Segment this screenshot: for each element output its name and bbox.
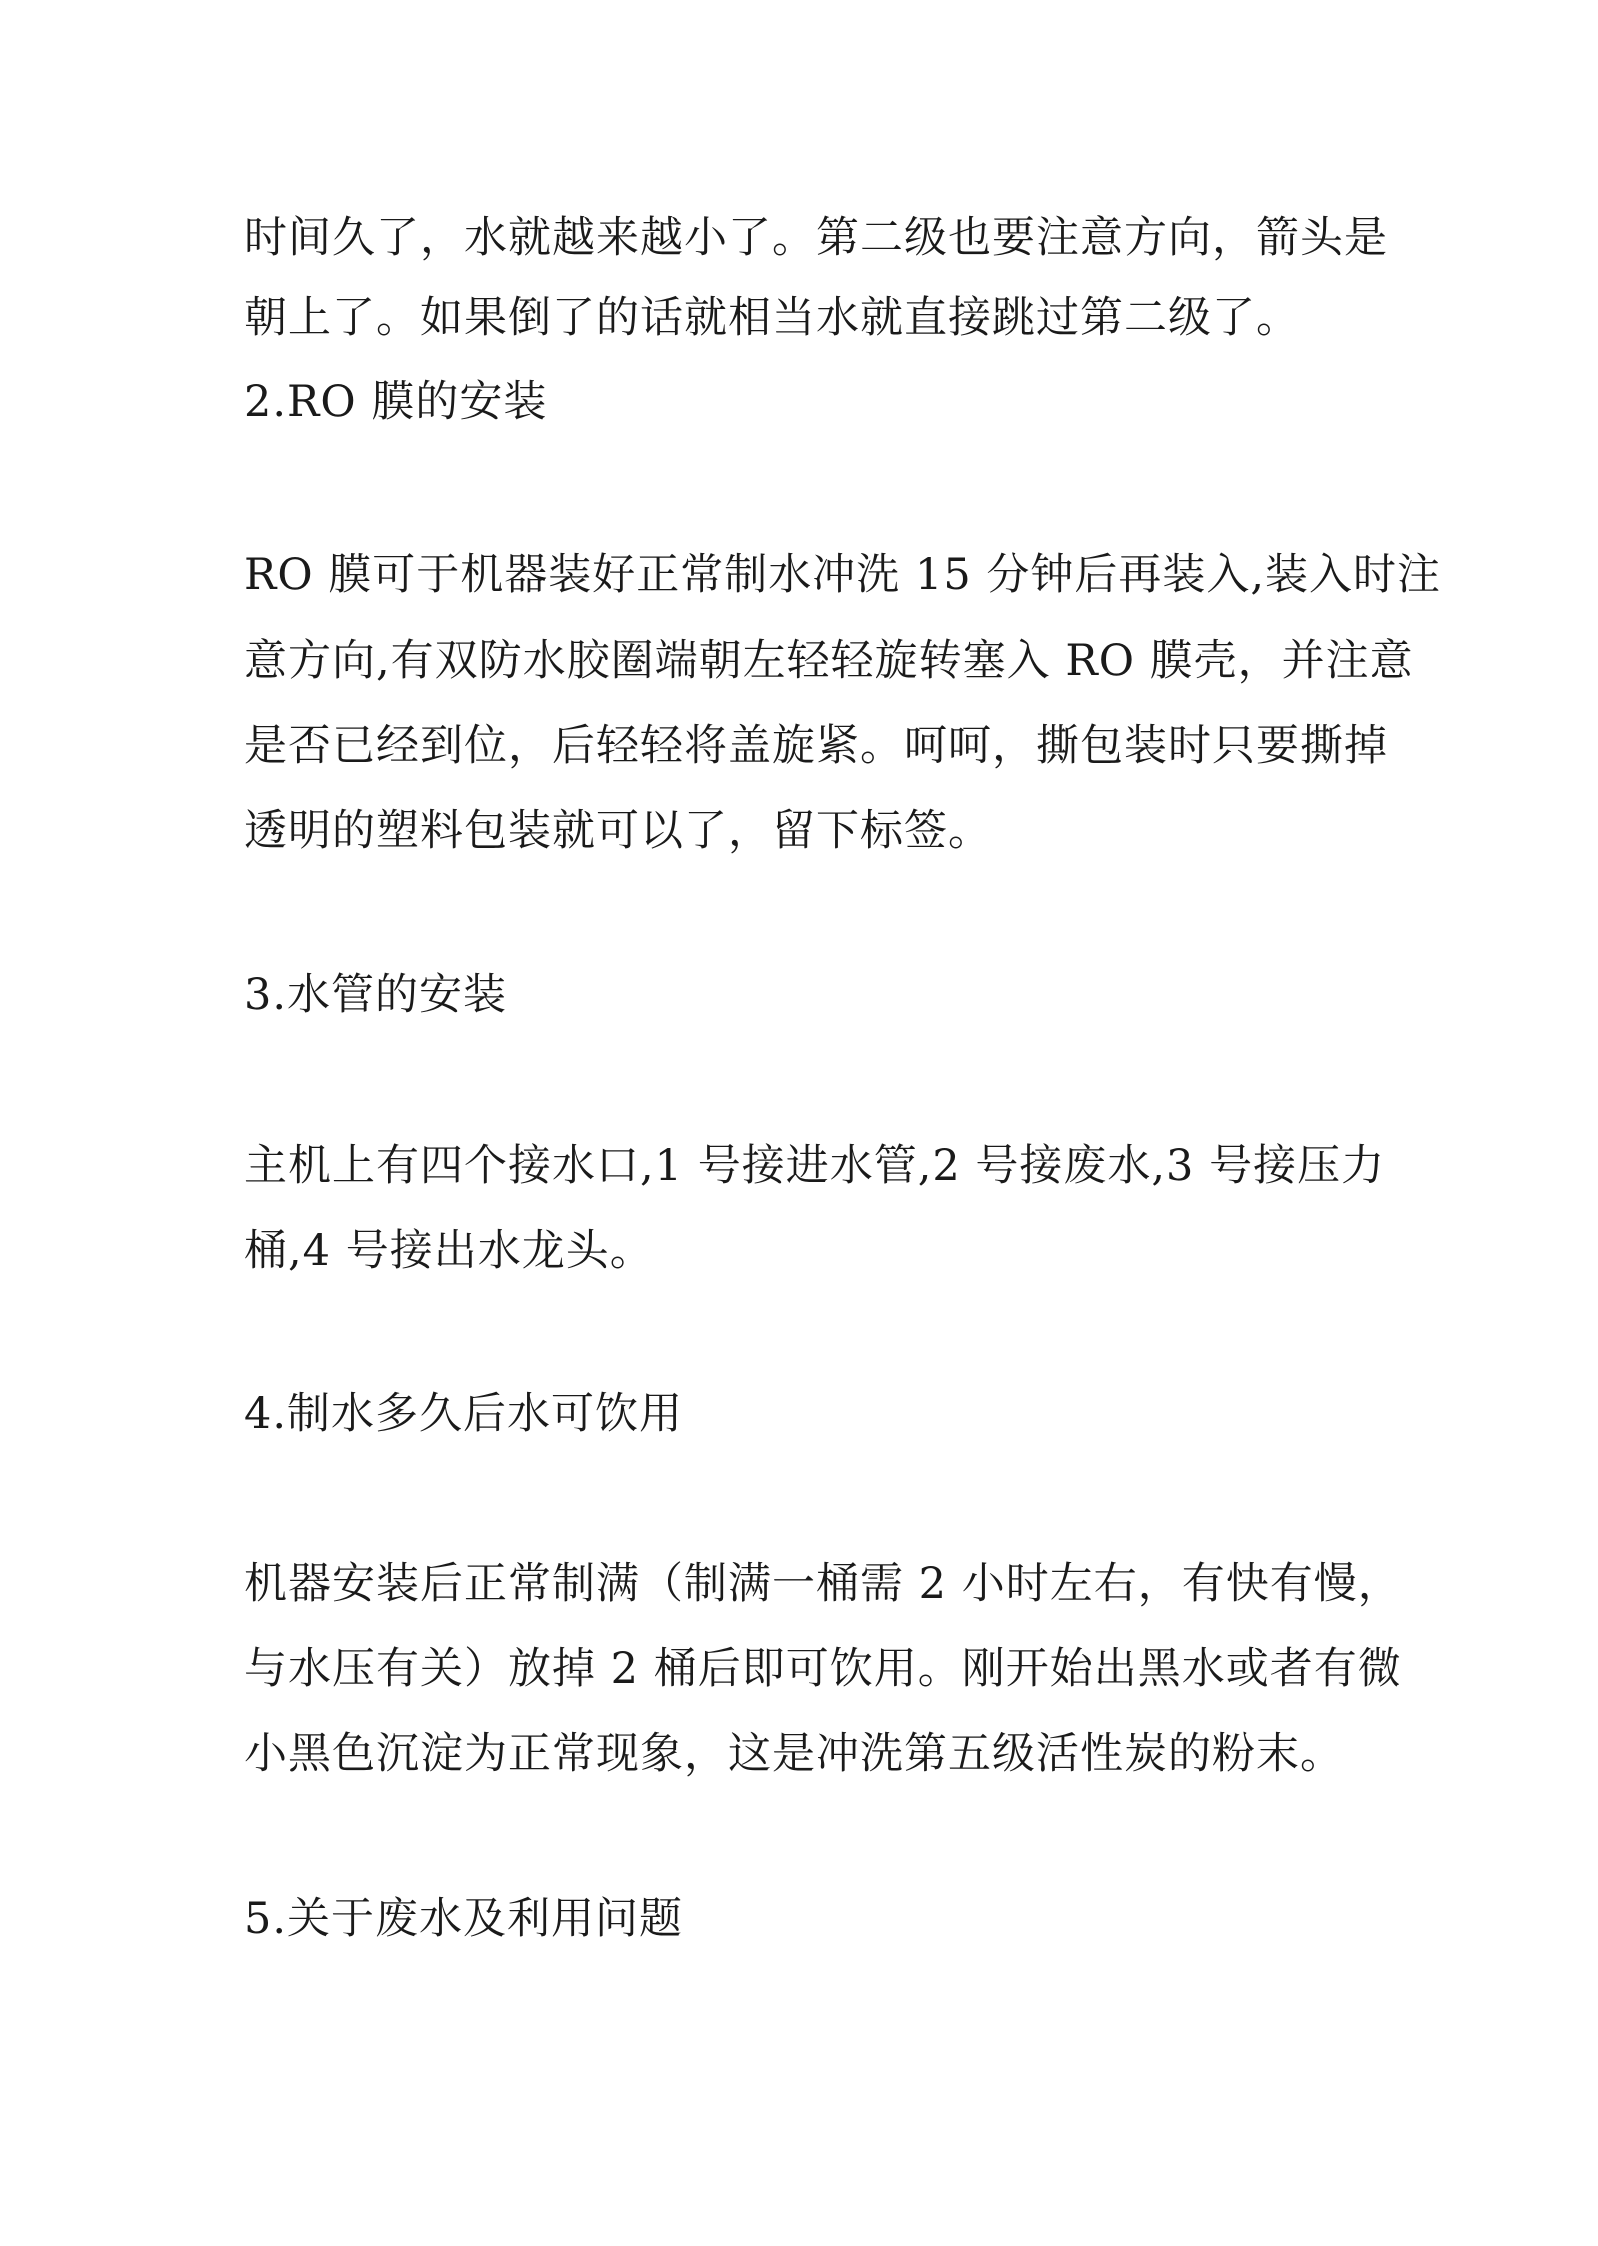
- paragraph-line: 桶,4 号接出水龙头。: [244, 1226, 654, 1276]
- section-heading: 3.水管的安装: [244, 970, 508, 1020]
- section-heading: 5.关于废水及利用问题: [244, 1894, 684, 1944]
- paragraph-line: 是否已经到位，后轻轻将盖旋紧。呵呵，撕包装时只要撕掉: [244, 721, 1388, 771]
- paragraph-line: 时间久了，水就越来越小了。第二级也要注意方向，箭头是: [244, 213, 1388, 263]
- paragraph-line: 主机上有四个接水口,1 号接进水管,2 号接废水,3 号接压力: [244, 1141, 1386, 1191]
- paragraph-line: 机器安装后正常制满（制满一桶需 2 小时左右，有快有慢，: [244, 1559, 1402, 1609]
- paragraph-line: 透明的塑料包装就可以了，留下标签。: [244, 806, 992, 856]
- paragraph-line: 朝上了。如果倒了的话就相当水就直接跳过第二级了。: [244, 293, 1300, 343]
- section-heading: 2.RO 膜的安装: [244, 377, 548, 427]
- section-heading: 4.制水多久后水可饮用: [244, 1389, 684, 1439]
- paragraph-line: 小黑色沉淀为正常现象，这是冲洗第五级活性炭的粉末。: [244, 1729, 1344, 1779]
- paragraph-line: 与水压有关）放掉 2 桶后即可饮用。刚开始出黑水或者有微: [244, 1644, 1402, 1694]
- paragraph-line: RO 膜可于机器装好正常制水冲洗 15 分钟后再装入,装入时注: [244, 550, 1442, 600]
- paragraph-line: 意方向,有双防水胶圈端朝左轻轻旋转塞入 RO 膜壳，并注意: [244, 636, 1414, 686]
